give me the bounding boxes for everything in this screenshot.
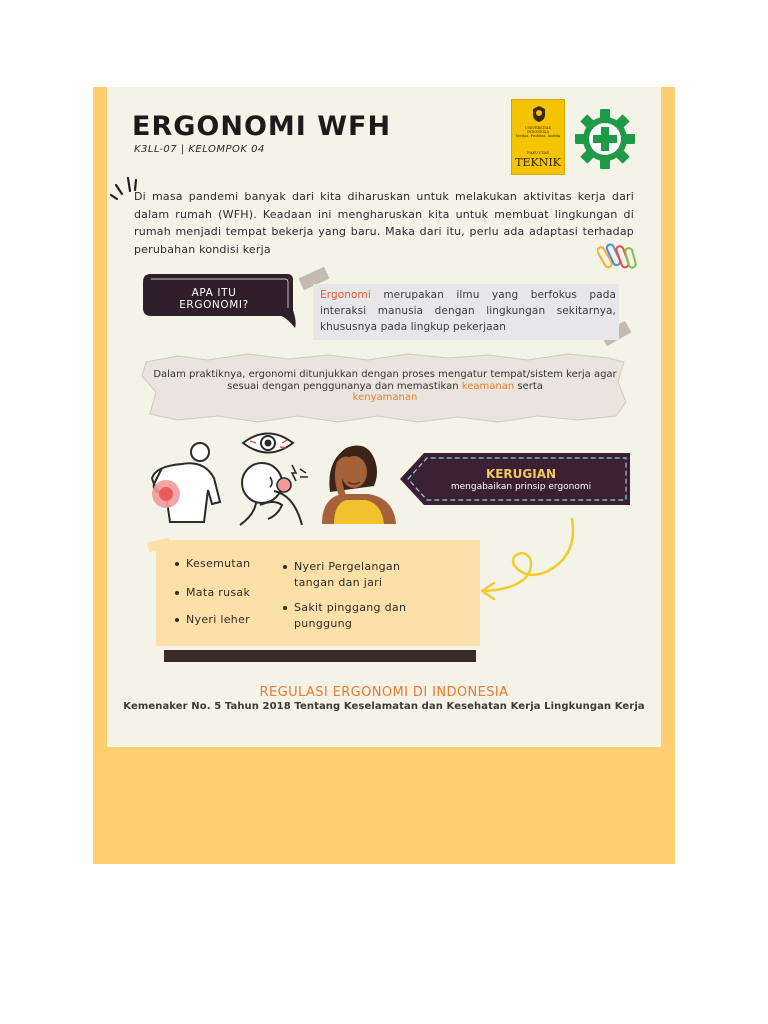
symptom-item: Kesemutan	[175, 556, 250, 572]
back-pain-icon	[142, 438, 226, 524]
neck-pain-icon	[234, 455, 314, 527]
intro-paragraph: Di masa pandemi banyak dari kita diharuskan untuk melakukan aktivitas kerja dari dalam rumah (WFH). Keadaan ini mengharuskan kita untuk membuat lingkungan di rumah menjadi tempat bekerja yang baru. Maka dari itu, perlu ada adaptasi terhadap perubahan kondisi kerja	[134, 190, 634, 256]
paper-shadow	[164, 650, 476, 662]
university-logo	[511, 99, 565, 175]
symptom-item: Mata rusak	[175, 585, 250, 601]
definition-text: Ergonomi merupakan ilmu yang berfokus pada interaksi manusia dengan lingkungan sekitarnya, khususnya pada lingkup pekerjaan	[320, 289, 616, 333]
k3-gear-icon	[573, 107, 637, 171]
curved-arrow-icon	[478, 515, 578, 605]
symptom-item: Sakit pinggang dan punggung	[294, 600, 444, 632]
logo-university-text: UNIVERSITAS INDONESIA Veritas, Probitas, Iustitia	[515, 126, 561, 138]
regulation-text: Kemenaker No. 5 Tahun 2018 Tentang Keselamatan dan Kesehatan Kerja Lingkungan Kerja	[123, 701, 645, 712]
eye-icon	[240, 430, 296, 456]
page-subtitle: K3LL-07 | KELOMPOK 04	[134, 144, 265, 155]
page-title: ERGONOMI WFH	[132, 111, 392, 142]
regulation-title: REGULASI ERGONOMI DI INDONESIA	[259, 685, 509, 700]
logo-faculty-name: TEKNIK	[515, 156, 561, 169]
symptom-item: Nyeri leher	[175, 612, 250, 628]
symptom-item: Nyeri Pergelangan tangan dan jari	[294, 559, 444, 591]
kerugian-title: KERUGIAN	[485, 467, 557, 481]
headache-woman-icon	[316, 442, 402, 524]
university-emblem-icon	[531, 105, 547, 123]
definition-term: Ergonomi	[320, 289, 371, 301]
logo-faculty-label: FAKULTAS	[527, 150, 549, 155]
paperclips-icon	[597, 238, 639, 274]
kerugian-subtitle: mengabaikan prinsip ergonomi	[450, 482, 592, 492]
question-text: APA ITU ERGONOMI?	[179, 287, 249, 311]
practice-text: Dalam praktiknya, ergonomi ditunjukkan dengan proses mengatur tempat/sistem kerja agar sesuai dengan penggunanya dan memastikan keamanan serta kenyamanan	[153, 369, 617, 403]
